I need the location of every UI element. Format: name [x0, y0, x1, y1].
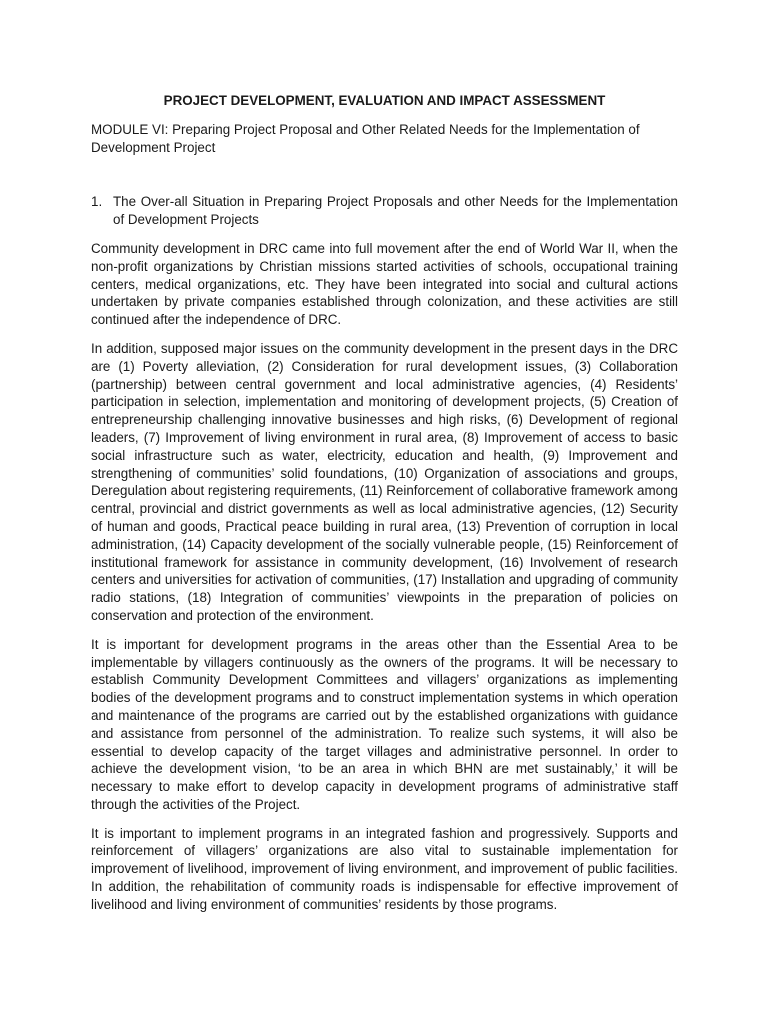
paragraph-history: Community development in DRC came into full movement after the end of World War II, when the non-profit organizations by Christian missions started activities of schools, occupational training centers, medical organizations, etc. They have been integrated into social and cultural actions undertaken by private companies established through colonization, and these activities are still continued after the independence of DRC. [91, 240, 678, 328]
section-heading-text: The Over-all Situation in Preparing Project Proposals and other Needs for the Implementation of Development Projects [113, 194, 678, 228]
paragraph-integrated-programs: It is important to implement programs in an integrated fashion and progressively. Supports and reinforcement of villagers’ organizations are also vital to sustainable implementation for improvement of livelihood, improvement of living environment, and improvement of public facilities. In addition, the rehabilitation of community roads is indispensable for effective improvement of livelihood and living environment of communities’ residents by those programs. [91, 825, 678, 912]
module-heading: MODULE VI: Preparing Project Proposal and Other Related Needs for the Implementation of Development Project [91, 121, 640, 155]
paragraph-implementation-systems: It is important for development programs in the areas other than the Essential Area to be implementable by villagers continuously as the owners of the programs. It will be necessary to establish Community Development Committees and villagers’ organizations as implementing bodies of the development programs and to construct implementation systems in which operation and maintenance of the programs are carried out by the established organizations with guidance and assistance from personnel of the administration. To realize such systems, it will also be essential to develop capacity of the target villages and administrative personnel. In order to achieve the development vision, ‘to be an area in which BHN are met sustainably,’ it will be necessary to make effort to develop capacity in development programs of administrative staff through the activities of the Project. [91, 636, 678, 812]
section-number: 1. [91, 194, 103, 210]
document-title: PROJECT DEVELOPMENT, EVALUATION AND IMPACT ASSESSMENT [163, 93, 606, 108]
paragraph-major-issues: In addition, supposed major issues on the community development in the present days in the DRC are (1) Poverty alleviation, (2) Consideration for rural development issues, (3) Collaboration (partnership) between central government and local administrative agencies, (4) Residents’ participation in selection, implementation and monitoring of development projects, (5) Creation of entrepreneurship challenging innovative businesses and high risks, (6) Development of regional leaders, (7) Improvement of living environment in rural area, (8) Improvement of access to basic social infrastructure such as water, electricity, education and health, (9) Improvement and strengthening of communities’ solid foundations, (10) Organization of associations and groups, Deregulation about registering requirements, (11) Reinforcement of collaborative framework among central, provincial and district governments as well as local administrative agencies, (12) Security of human and goods, Practical peace building in rural area, (13) Prevention of corruption in local administration, (14) Capacity development of the socially vulnerable people, (15) Reinforcement of institutional framework for assistance in community development, (16) Involvement of research centers and universities for activation of communities, (17) Installation and upgrading of community radio stations, (18) Integration of communities’ viewpoints in the preparation of policies on conservation and protection of the environment. [91, 340, 678, 623]
document-body [91, 92, 678, 914]
section-heading [91, 193, 678, 229]
